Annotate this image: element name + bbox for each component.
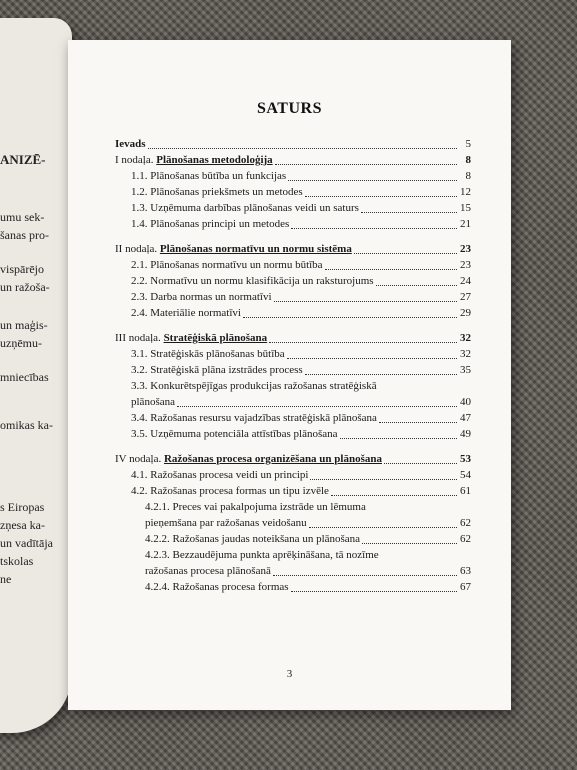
left-page-text: vispārējo bbox=[0, 262, 44, 276]
left-page-text: umu sek- bbox=[0, 210, 45, 224]
dot-leader bbox=[269, 341, 457, 343]
left-page-text: s Eiropas bbox=[0, 500, 45, 514]
left-page-text: mniecības bbox=[0, 370, 49, 384]
left-page-text: uzņēmu- bbox=[0, 336, 42, 350]
page-ref: 47 bbox=[460, 412, 471, 424]
contents-page bbox=[68, 40, 511, 710]
page-ref: 62 bbox=[460, 533, 471, 545]
toc-entry bbox=[115, 467, 471, 483]
toc-entry bbox=[115, 410, 471, 426]
chapter-title: Plānošanas normatīvu un normu sistēma bbox=[159, 243, 352, 255]
toc-entry-line: 4.2.3. Bezzaudējuma punkta aprēķināšana, tā nozīme bbox=[145, 549, 379, 561]
section-gap bbox=[115, 442, 471, 451]
page-ref: 21 bbox=[460, 218, 471, 230]
page-ref: 24 bbox=[460, 275, 471, 287]
toc-entry bbox=[115, 579, 471, 595]
page-ref: 35 bbox=[460, 364, 471, 376]
chapter-heading bbox=[115, 330, 267, 346]
toc-entry bbox=[115, 257, 471, 273]
page-ref: 49 bbox=[460, 428, 471, 440]
dot-leader bbox=[309, 526, 457, 528]
chapter-number: III nodaļa. bbox=[115, 332, 164, 344]
page-ref: 23 bbox=[460, 259, 471, 271]
entry-title: 2.1. Plānošanas normatīvu un normu būtība bbox=[131, 259, 323, 271]
left-page-text: zņesa ka- bbox=[0, 518, 45, 532]
page-ref: 40 bbox=[460, 396, 471, 408]
entry-title: 1.3. Uzņēmuma darbības plānošanas veidi un saturs bbox=[131, 202, 359, 214]
dot-leader bbox=[305, 195, 457, 197]
chapter-title: Plānošanas metodoloģija bbox=[156, 154, 273, 166]
page-ref: 8 bbox=[465, 170, 471, 182]
left-page-text: omikas ka- bbox=[0, 418, 53, 432]
entry-title: 3.1. Stratēģiskās plānošanas būtība bbox=[131, 348, 285, 360]
entry-title: 2.4. Materiālie normatīvi bbox=[131, 307, 241, 319]
dot-leader bbox=[310, 478, 457, 480]
left-page-text: un maģis- bbox=[0, 318, 48, 332]
dot-leader bbox=[275, 163, 457, 165]
toc-entry bbox=[115, 273, 471, 289]
toc-entry bbox=[115, 216, 471, 232]
entry-title: Ievads bbox=[115, 138, 146, 150]
dot-leader bbox=[361, 211, 457, 213]
chapter-heading bbox=[115, 152, 273, 168]
left-page bbox=[0, 18, 72, 733]
dot-leader bbox=[340, 437, 458, 439]
toc-entry-line: 3.3. Konkurētspējīgas produkcijas ražošanas stratēģiskā bbox=[131, 380, 377, 392]
chapter-number: II nodaļa. bbox=[115, 243, 160, 255]
section-gap bbox=[115, 232, 471, 241]
chapter-heading bbox=[115, 241, 352, 257]
page-ref: 63 bbox=[460, 565, 471, 577]
left-page-text: un vadītāja bbox=[0, 536, 53, 550]
page-ref: 62 bbox=[460, 517, 471, 529]
entry-title: 4.2. Ražošanas procesa formas un tipu izvēle bbox=[131, 485, 329, 497]
dot-leader bbox=[331, 494, 457, 496]
page-ref: 5 bbox=[465, 138, 471, 150]
toc-entry bbox=[115, 136, 471, 152]
entry-title: 4.1. Ražošanas procesa veidi un principi bbox=[131, 469, 309, 481]
dot-leader bbox=[243, 316, 457, 318]
entry-title: 2.2. Normatīvu un normu klasifikācija un raksturojums bbox=[131, 275, 374, 287]
page-ref: 53 bbox=[460, 453, 471, 465]
toc-chapter bbox=[115, 451, 471, 467]
entry-title: plānošana bbox=[131, 396, 175, 408]
page-ref: 67 bbox=[460, 581, 471, 593]
page-ref: 12 bbox=[460, 186, 471, 198]
dot-leader bbox=[376, 284, 457, 286]
dot-leader bbox=[325, 268, 457, 270]
dot-leader bbox=[305, 373, 457, 375]
entry-title: pieņemšana par ražošanas veidošanu bbox=[145, 517, 307, 529]
table-of-contents bbox=[115, 136, 471, 595]
page-number: 3 bbox=[286, 668, 293, 680]
toc-chapter bbox=[115, 241, 471, 257]
toc-entry bbox=[115, 200, 471, 216]
page-ref: 32 bbox=[460, 348, 471, 360]
dot-leader bbox=[354, 252, 457, 254]
page-ref: 23 bbox=[460, 243, 471, 255]
page-ref: 32 bbox=[460, 332, 471, 344]
left-page-text: šanas pro- bbox=[0, 228, 49, 242]
entry-title: 3.4. Ražošanas resursu vajadzības stratēģiskā plānošana bbox=[131, 412, 377, 424]
toc-chapter bbox=[115, 330, 471, 346]
toc-entry bbox=[115, 346, 471, 362]
chapter-number: IV nodaļa. bbox=[115, 453, 164, 465]
toc-entry bbox=[115, 426, 471, 442]
dot-leader bbox=[287, 357, 457, 359]
chapter-heading bbox=[115, 451, 382, 467]
left-page-text: ne bbox=[0, 572, 12, 586]
dot-leader bbox=[291, 590, 457, 592]
toc-chapter bbox=[115, 152, 471, 168]
dot-leader bbox=[148, 147, 457, 149]
toc-entry bbox=[115, 168, 471, 184]
page-ref: 27 bbox=[460, 291, 471, 303]
entry-title: 2.3. Darba normas un normatīvi bbox=[131, 291, 272, 303]
entry-title: 4.2.4. Ražošanas procesa formas bbox=[145, 581, 289, 593]
entry-title: 4.2.2. Ražošanas jaudas noteikšana un plānošana bbox=[145, 533, 361, 545]
page-ref: 54 bbox=[460, 469, 471, 481]
left-page-text: un ražoša- bbox=[0, 280, 50, 294]
dot-leader bbox=[177, 405, 457, 407]
entry-title: 1.2. Plānošanas priekšmets un metodes bbox=[131, 186, 303, 198]
chapter-title: Stratēģiskā plānošana bbox=[163, 332, 268, 344]
page-ref: 29 bbox=[460, 307, 471, 319]
dot-leader bbox=[291, 227, 457, 229]
toc-entry bbox=[115, 515, 471, 531]
left-page-text: tskolas bbox=[0, 554, 34, 568]
entry-title: 3.5. Uzņēmuma potenciāla attīstības plānošana bbox=[131, 428, 338, 440]
chapter-title: Ražošanas procesa organizēšana un plānošana bbox=[163, 453, 382, 465]
toc-entry bbox=[115, 483, 471, 499]
page-ref: 61 bbox=[460, 485, 471, 497]
dot-leader bbox=[362, 542, 457, 544]
dot-leader bbox=[379, 421, 457, 423]
dot-leader bbox=[384, 462, 457, 464]
toc-entry bbox=[115, 362, 471, 378]
section-gap bbox=[115, 321, 471, 330]
entry-title: ražošanas procesa plānošanā bbox=[145, 565, 271, 577]
entry-title: 3.2. Stratēģiskā plāna izstrādes process bbox=[131, 364, 303, 376]
toc-entry bbox=[115, 531, 471, 547]
entry-title: 1.4. Plānošanas principi un metodes bbox=[131, 218, 290, 230]
dot-leader bbox=[288, 179, 457, 181]
page-title: SATURS bbox=[257, 100, 322, 117]
toc-entry-line: 4.2.1. Preces vai pakalpojuma izstrāde un lēmuma bbox=[145, 501, 366, 513]
page-ref: 15 bbox=[460, 202, 471, 214]
toc-entry bbox=[115, 563, 471, 579]
left-page-text: ANIZĒ- bbox=[0, 152, 46, 167]
toc-entry bbox=[115, 394, 471, 410]
dot-leader bbox=[274, 300, 457, 302]
chapter-number: I nodaļa. bbox=[115, 154, 157, 166]
toc-entry bbox=[115, 184, 471, 200]
dot-leader bbox=[273, 574, 457, 576]
toc-entry bbox=[115, 289, 471, 305]
page-ref: 8 bbox=[465, 154, 471, 166]
toc-entry bbox=[115, 305, 471, 321]
entry-title: 1.1. Plānošanas būtība un funkcijas bbox=[131, 170, 287, 182]
